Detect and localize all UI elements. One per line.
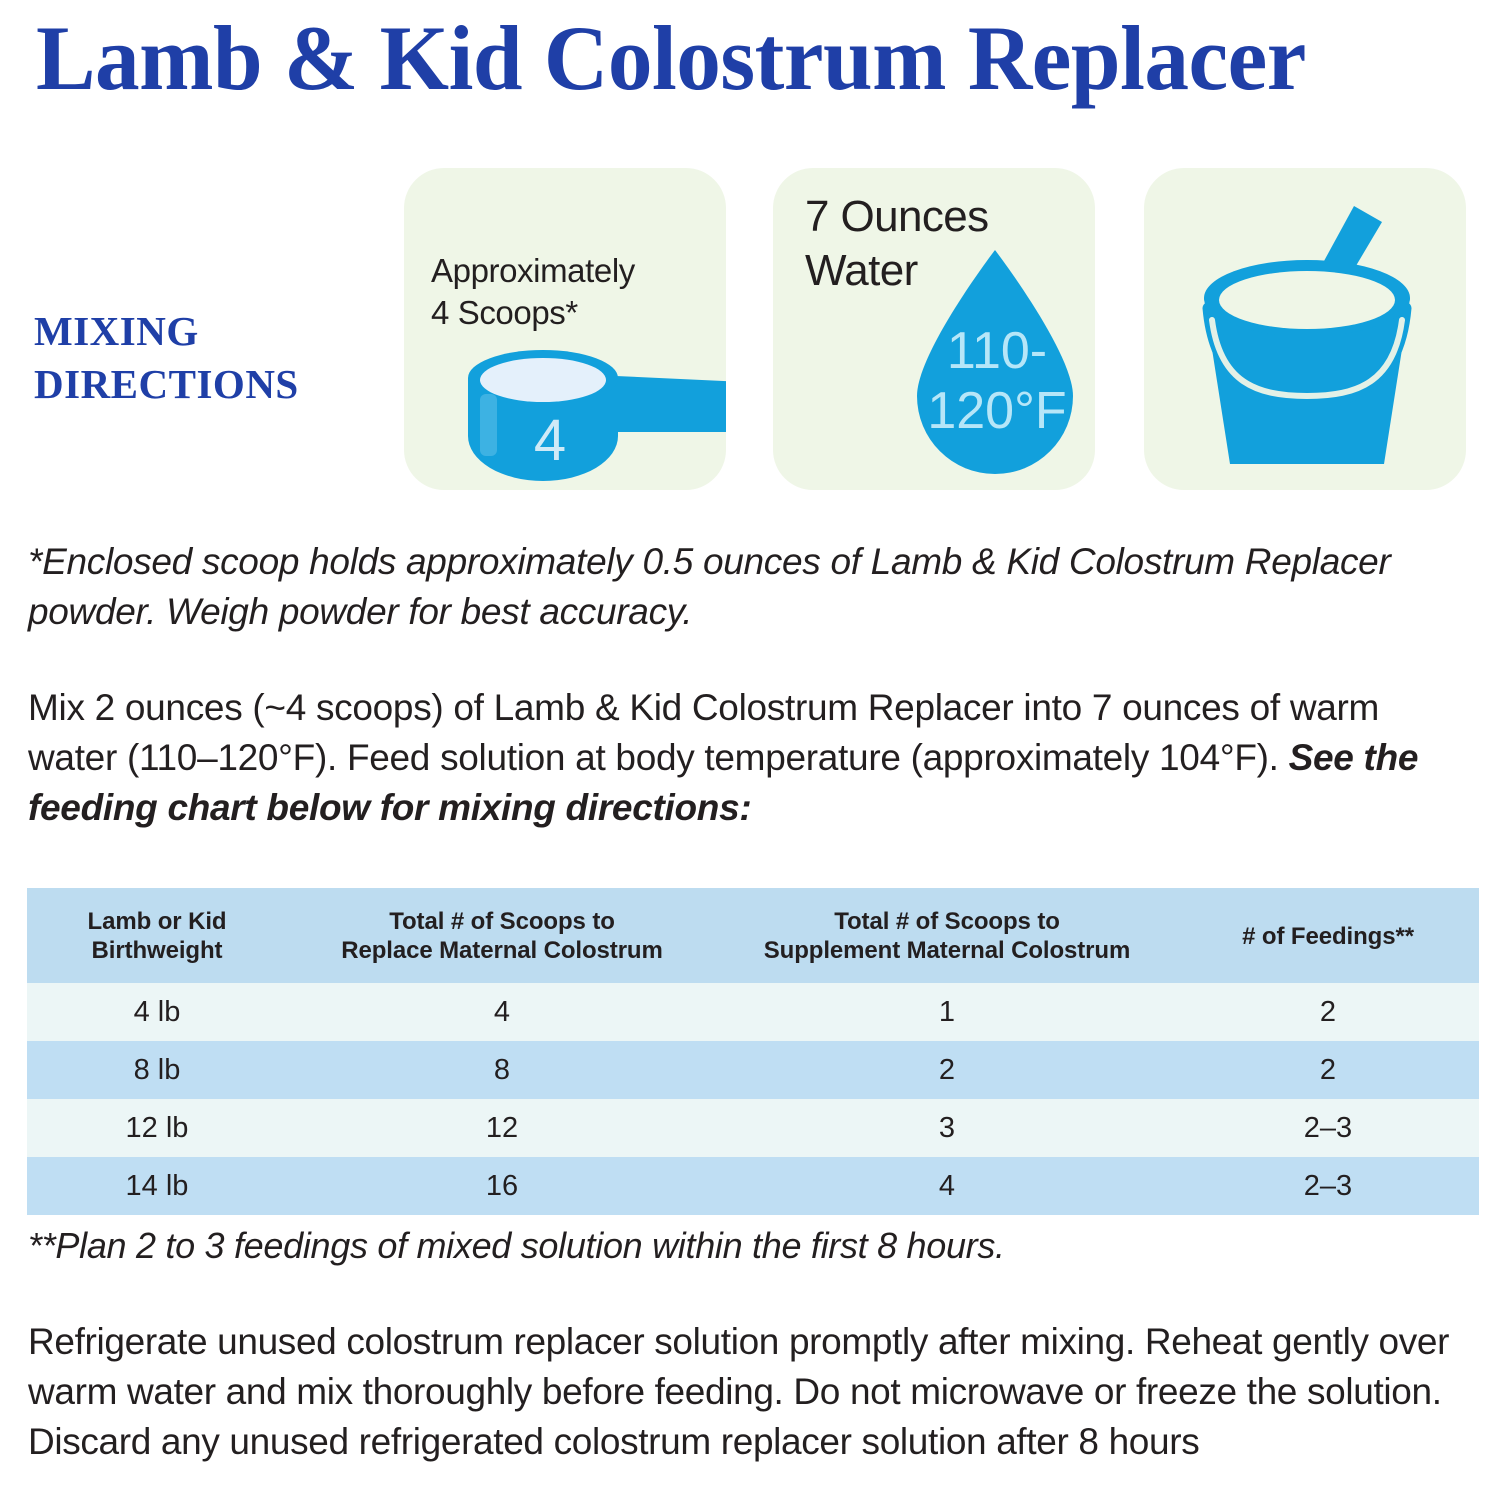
scoop-footnote: *Enclosed scoop holds approximately 0.5 ounces of Lamb & Kid Colostrum Replacer powder. Weigh powder for best accuracy.: [28, 541, 1391, 632]
cell-replace: 12: [287, 1099, 717, 1157]
mixing-instructions-paragraph: [28, 683, 1468, 833]
scoop-number-label: 4: [533, 408, 567, 473]
feeding-chart-table: [27, 888, 1479, 1215]
cell-birthweight: 12 lb: [27, 1099, 287, 1157]
mixing-instructions-emphasis: See the feeding chart below for mixing directions:: [28, 737, 1419, 828]
table-header-row: [27, 888, 1479, 983]
cell-replace: 4: [287, 983, 717, 1041]
cell-replace: 16: [287, 1157, 717, 1215]
cell-birthweight: 8 lb: [27, 1041, 287, 1099]
drop-temp-line1: 110-: [946, 322, 1048, 380]
table-row: [27, 1099, 1479, 1157]
table-row: [27, 1041, 1479, 1099]
card-water: [773, 168, 1095, 490]
column-header-replace-line2: Replace Maternal Colostrum: [341, 937, 663, 964]
mixing-directions-line1: MIXING: [34, 308, 199, 354]
mixing-directions-label: [34, 305, 374, 411]
drop-temp-line2: 120°F: [927, 382, 1067, 440]
cell-supplement: 2: [717, 1041, 1177, 1099]
card-bucket: [1144, 168, 1466, 490]
column-header-birthweight-line2: Birthweight: [91, 937, 223, 964]
card-scoop: [404, 168, 726, 490]
column-header-birthweight: [27, 888, 287, 983]
column-header-feedings-line1: # of Feedings**: [1242, 922, 1414, 950]
storage-instructions-paragraph: Refrigerate unused colostrum replacer solution promptly after mixing. Reheat gently over warm water and mix thoroughly before feeding. Do not microwave or freeze the solution. Discard any unused refrigerated colostrum replacer solution after 8 hours: [28, 1321, 1450, 1462]
cell-birthweight: 14 lb: [27, 1157, 287, 1215]
table-row: [27, 983, 1479, 1041]
cell-replace: 8: [287, 1041, 717, 1099]
card-scoop-line2: 4 Scoops*: [431, 294, 578, 331]
column-header-supplement-line2: Supplement Maternal Colostrum: [763, 937, 1131, 964]
water-drop-icon: [905, 246, 1085, 476]
card-scoop-line1: Approximately: [431, 252, 635, 289]
cell-feedings: 2: [1177, 1041, 1479, 1099]
measuring-scoop-icon: [446, 336, 726, 490]
column-header-replace: [287, 888, 717, 983]
column-header-supplement: [717, 888, 1177, 983]
mixing-directions-line2: DIRECTIONS: [34, 361, 299, 407]
column-header-feedings: [1177, 888, 1479, 983]
page-title: Lamb & Kid Colostrum Replacer: [36, 7, 1306, 109]
feedings-footnote: **Plan 2 to 3 feedings of mixed solution within the first 8 hours.: [28, 1225, 1005, 1266]
cell-supplement: 4: [717, 1157, 1177, 1215]
cell-feedings: 2–3: [1177, 1099, 1479, 1157]
cell-feedings: 2: [1177, 983, 1479, 1041]
cell-birthweight: 4 lb: [27, 983, 287, 1041]
card-scoop-text: [431, 250, 635, 334]
cell-feedings: 2–3: [1177, 1157, 1479, 1215]
cell-supplement: 3: [717, 1099, 1177, 1157]
card-water-line2: Water: [805, 246, 918, 295]
column-header-supplement-line1: Total # of Scoops to: [834, 908, 1060, 935]
table-row: [27, 1157, 1479, 1215]
card-water-line1: 7 Ounces: [805, 192, 989, 241]
bucket-whisk-icon: [1168, 190, 1444, 480]
column-header-replace-line1: Total # of Scoops to: [389, 908, 615, 935]
column-header-birthweight-line1: Lamb or Kid: [87, 908, 227, 935]
mixing-instructions-normal: Mix 2 ounces (~4 scoops) of Lamb & Kid Colostrum Replacer into 7 ounces of warm water (110–120°F). Feed solution at body temperature (approximately 104°F).: [28, 687, 1380, 778]
cell-supplement: 1: [717, 983, 1177, 1041]
instruction-cards: [404, 168, 1474, 490]
